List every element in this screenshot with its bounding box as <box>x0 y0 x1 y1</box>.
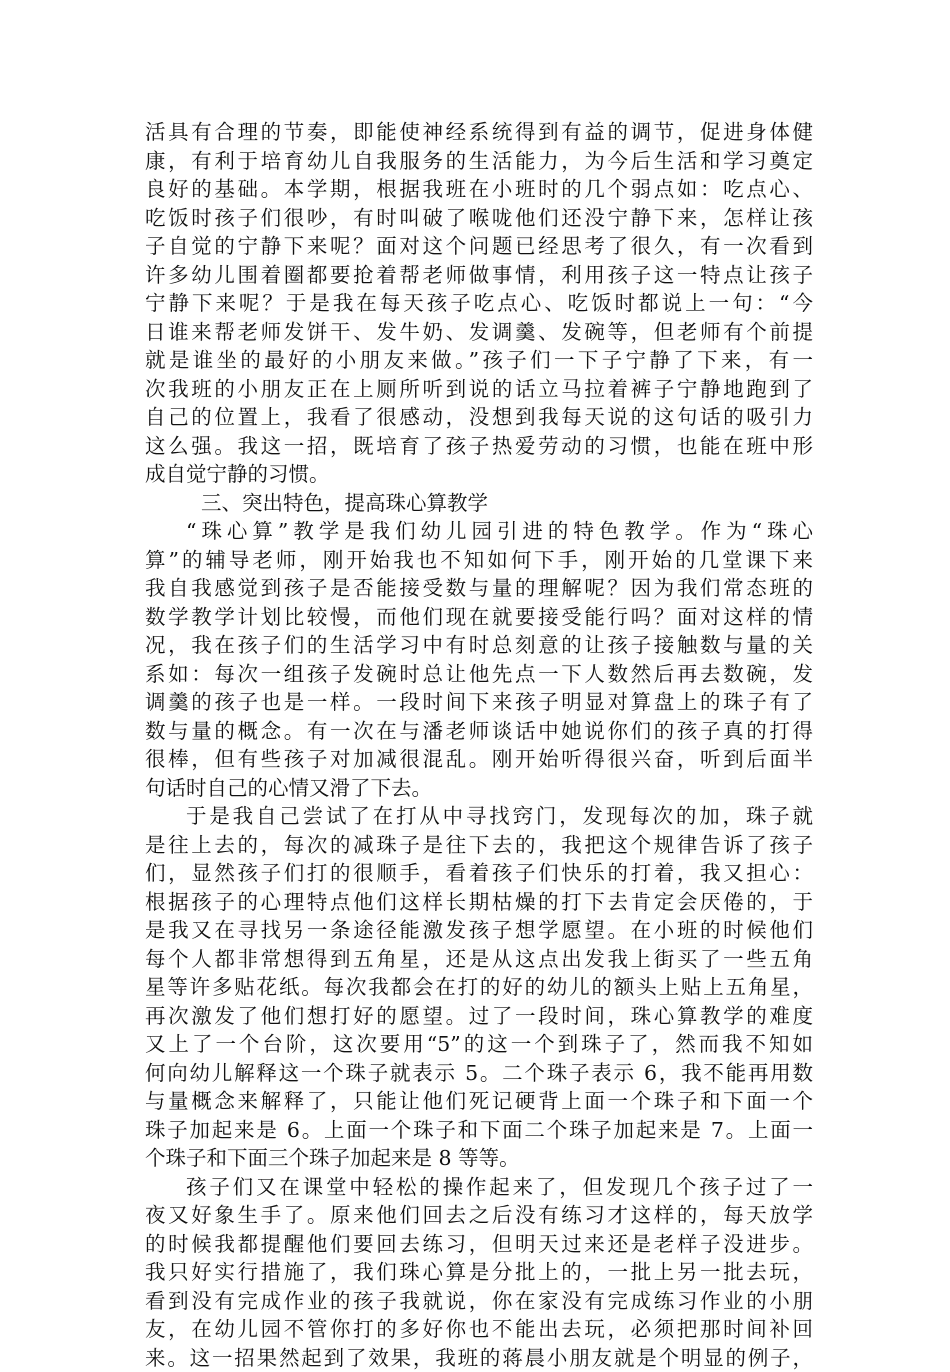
text-line: 孩子们又在课堂中轻松的操作起来了，但发现几个孩子过了一 <box>145 1173 813 1202</box>
text-line: 康，有利于培育幼儿自我服务的生活能力，为今后生活和学习奠定 <box>145 147 813 176</box>
text-line: 每个人都非常想得到五角星，还是从这点出发我上街买了一些五角 <box>145 945 813 974</box>
text-line: 成自觉宁静的习惯。 <box>145 460 813 489</box>
text-line: 数学教学计划比较慢，而他们现在就要接受能行吗？面对这样的情 <box>145 603 813 632</box>
text-line: 句话时自己的心情又滑了下去。 <box>145 774 813 803</box>
section-heading: 三、突出特色，提高珠心算教学 <box>145 489 813 518</box>
paragraph-1 <box>145 118 813 489</box>
text-line: 再次激发了他们想打好的愿望。过了一段时间，珠心算教学的难度 <box>145 1002 813 1031</box>
text-line: 又上了一个台阶，这次要用“5”的这一个到珠子了，然而我不知如 <box>145 1030 813 1059</box>
text-line: 珠子加起来是 6。上面一个珠子和下面二个珠子加起来是 7。上面一 <box>145 1116 813 1145</box>
text-line: “珠心算”教学是我们幼儿园引进的特色教学。作为“珠心 <box>145 517 813 546</box>
text-line: 自己的位置上，我看了很感动，没想到我每天说的这句话的吸引力 <box>145 403 813 432</box>
text-line: 的时候我都提醒他们要回去练习，但明天过来还是老样子没进步。 <box>145 1230 813 1259</box>
text-line: 们，显然孩子们打的很顺手，看着孩子们快乐的打着，我又担心： <box>145 859 813 888</box>
text-line: 夜又好象生手了。原来他们回去之后没有练习才这样的，每天放学 <box>145 1201 813 1230</box>
text-line: 个珠子和下面三个珠子加起来是 8 等等。 <box>145 1144 813 1173</box>
text-line: 星等许多贴花纸。每次我都会在打的好的幼儿的额头上贴上五角星， <box>145 973 813 1002</box>
text-line: 来。这一招果然起到了效果，我班的蒋晨小朋友就是个明显的例子， <box>145 1344 813 1372</box>
text-line: 次我班的小朋友正在上厕所听到说的话立马拉着裤子宁静地跑到了 <box>145 375 813 404</box>
paragraph-2 <box>145 517 813 802</box>
text-line: 友，在幼儿园不管你打的多好你也不能出去玩，必须把那时间补回 <box>145 1315 813 1344</box>
text-line: 这么强。我这一招，既培育了孩子热爱劳动的习惯，也能在班中形 <box>145 432 813 461</box>
text-line: 活具有合理的节奏，即能使神经系统得到有益的调节，促进身体健 <box>145 118 813 147</box>
text-line: 是往上去的，每次的减珠子是往下去的，我把这个规律告诉了孩子 <box>145 831 813 860</box>
text-line: 日谁来帮老师发饼干、发牛奶、发调羹、发碗等，但老师有个前提 <box>145 318 813 347</box>
text-line: 宁静下来呢？于是我在每天孩子吃点心、吃饭时都说上一句：“今 <box>145 289 813 318</box>
text-line: 与量概念来解释了，只能让他们死记硬背上面一个珠子和下面一个 <box>145 1087 813 1116</box>
text-line: 就是谁坐的最好的小朋友来做。”孩子们一下子宁静了下来，有一 <box>145 346 813 375</box>
text-line: 于是我自己尝试了在打从中寻找窍门，发现每次的加，珠子就 <box>145 802 813 831</box>
text-line: 我自我感觉到孩子是否能接受数与量的理解呢？因为我们常态班的 <box>145 574 813 603</box>
paragraph-4 <box>145 1173 813 1372</box>
text-line: 数与量的概念。有一次在与潘老师谈话中她说你们的孩子真的打得 <box>145 717 813 746</box>
text-line: 调羹的孩子也是一样。一段时间下来孩子明显对算盘上的珠子有了 <box>145 688 813 717</box>
text-line: 看到没有完成作业的孩子我就说，你在家没有完成练习作业的小朋 <box>145 1287 813 1316</box>
text-line: 是我又在寻找另一条途径能激发孩子想学愿望。在小班的时候他们 <box>145 916 813 945</box>
text-line: 何向幼儿解释这一个珠子就表示 5。二个珠子表示 6，我不能再用数 <box>145 1059 813 1088</box>
text-line: 很棒，但有些孩子对加减很混乱。刚开始听得很兴奋，听到后面半 <box>145 745 813 774</box>
paragraph-3 <box>145 802 813 1173</box>
text-line: 算”的辅导老师，刚开始我也不知如何下手，刚开始的几堂课下来 <box>145 546 813 575</box>
text-line: 根据孩子的心理特点他们这样长期枯燥的打下去肯定会厌倦的，于 <box>145 888 813 917</box>
text-line: 许多幼儿围着圈都要抢着帮老师做事情，利用孩子这一特点让孩子 <box>145 261 813 290</box>
text-line: 良好的基础。本学期，根据我班在小班时的几个弱点如：吃点心、 <box>145 175 813 204</box>
text-line: 系如：每次一组孩子发碗时总让他先点一下人数然后再去数碗，发 <box>145 660 813 689</box>
text-line: 子自觉的宁静下来呢？面对这个问题已经思考了很久，有一次看到 <box>145 232 813 261</box>
text-line: 吃饭时孩子们很吵，有时叫破了喉咙他们还没宁静下来，怎样让孩 <box>145 204 813 233</box>
text-line: 我只好实行措施了，我们珠心算是分批上的，一批上另一批去玩， <box>145 1258 813 1287</box>
text-line: 况，我在孩子们的生活学习中有时总刻意的让孩子接触数与量的关 <box>145 631 813 660</box>
document-body <box>145 118 813 1372</box>
